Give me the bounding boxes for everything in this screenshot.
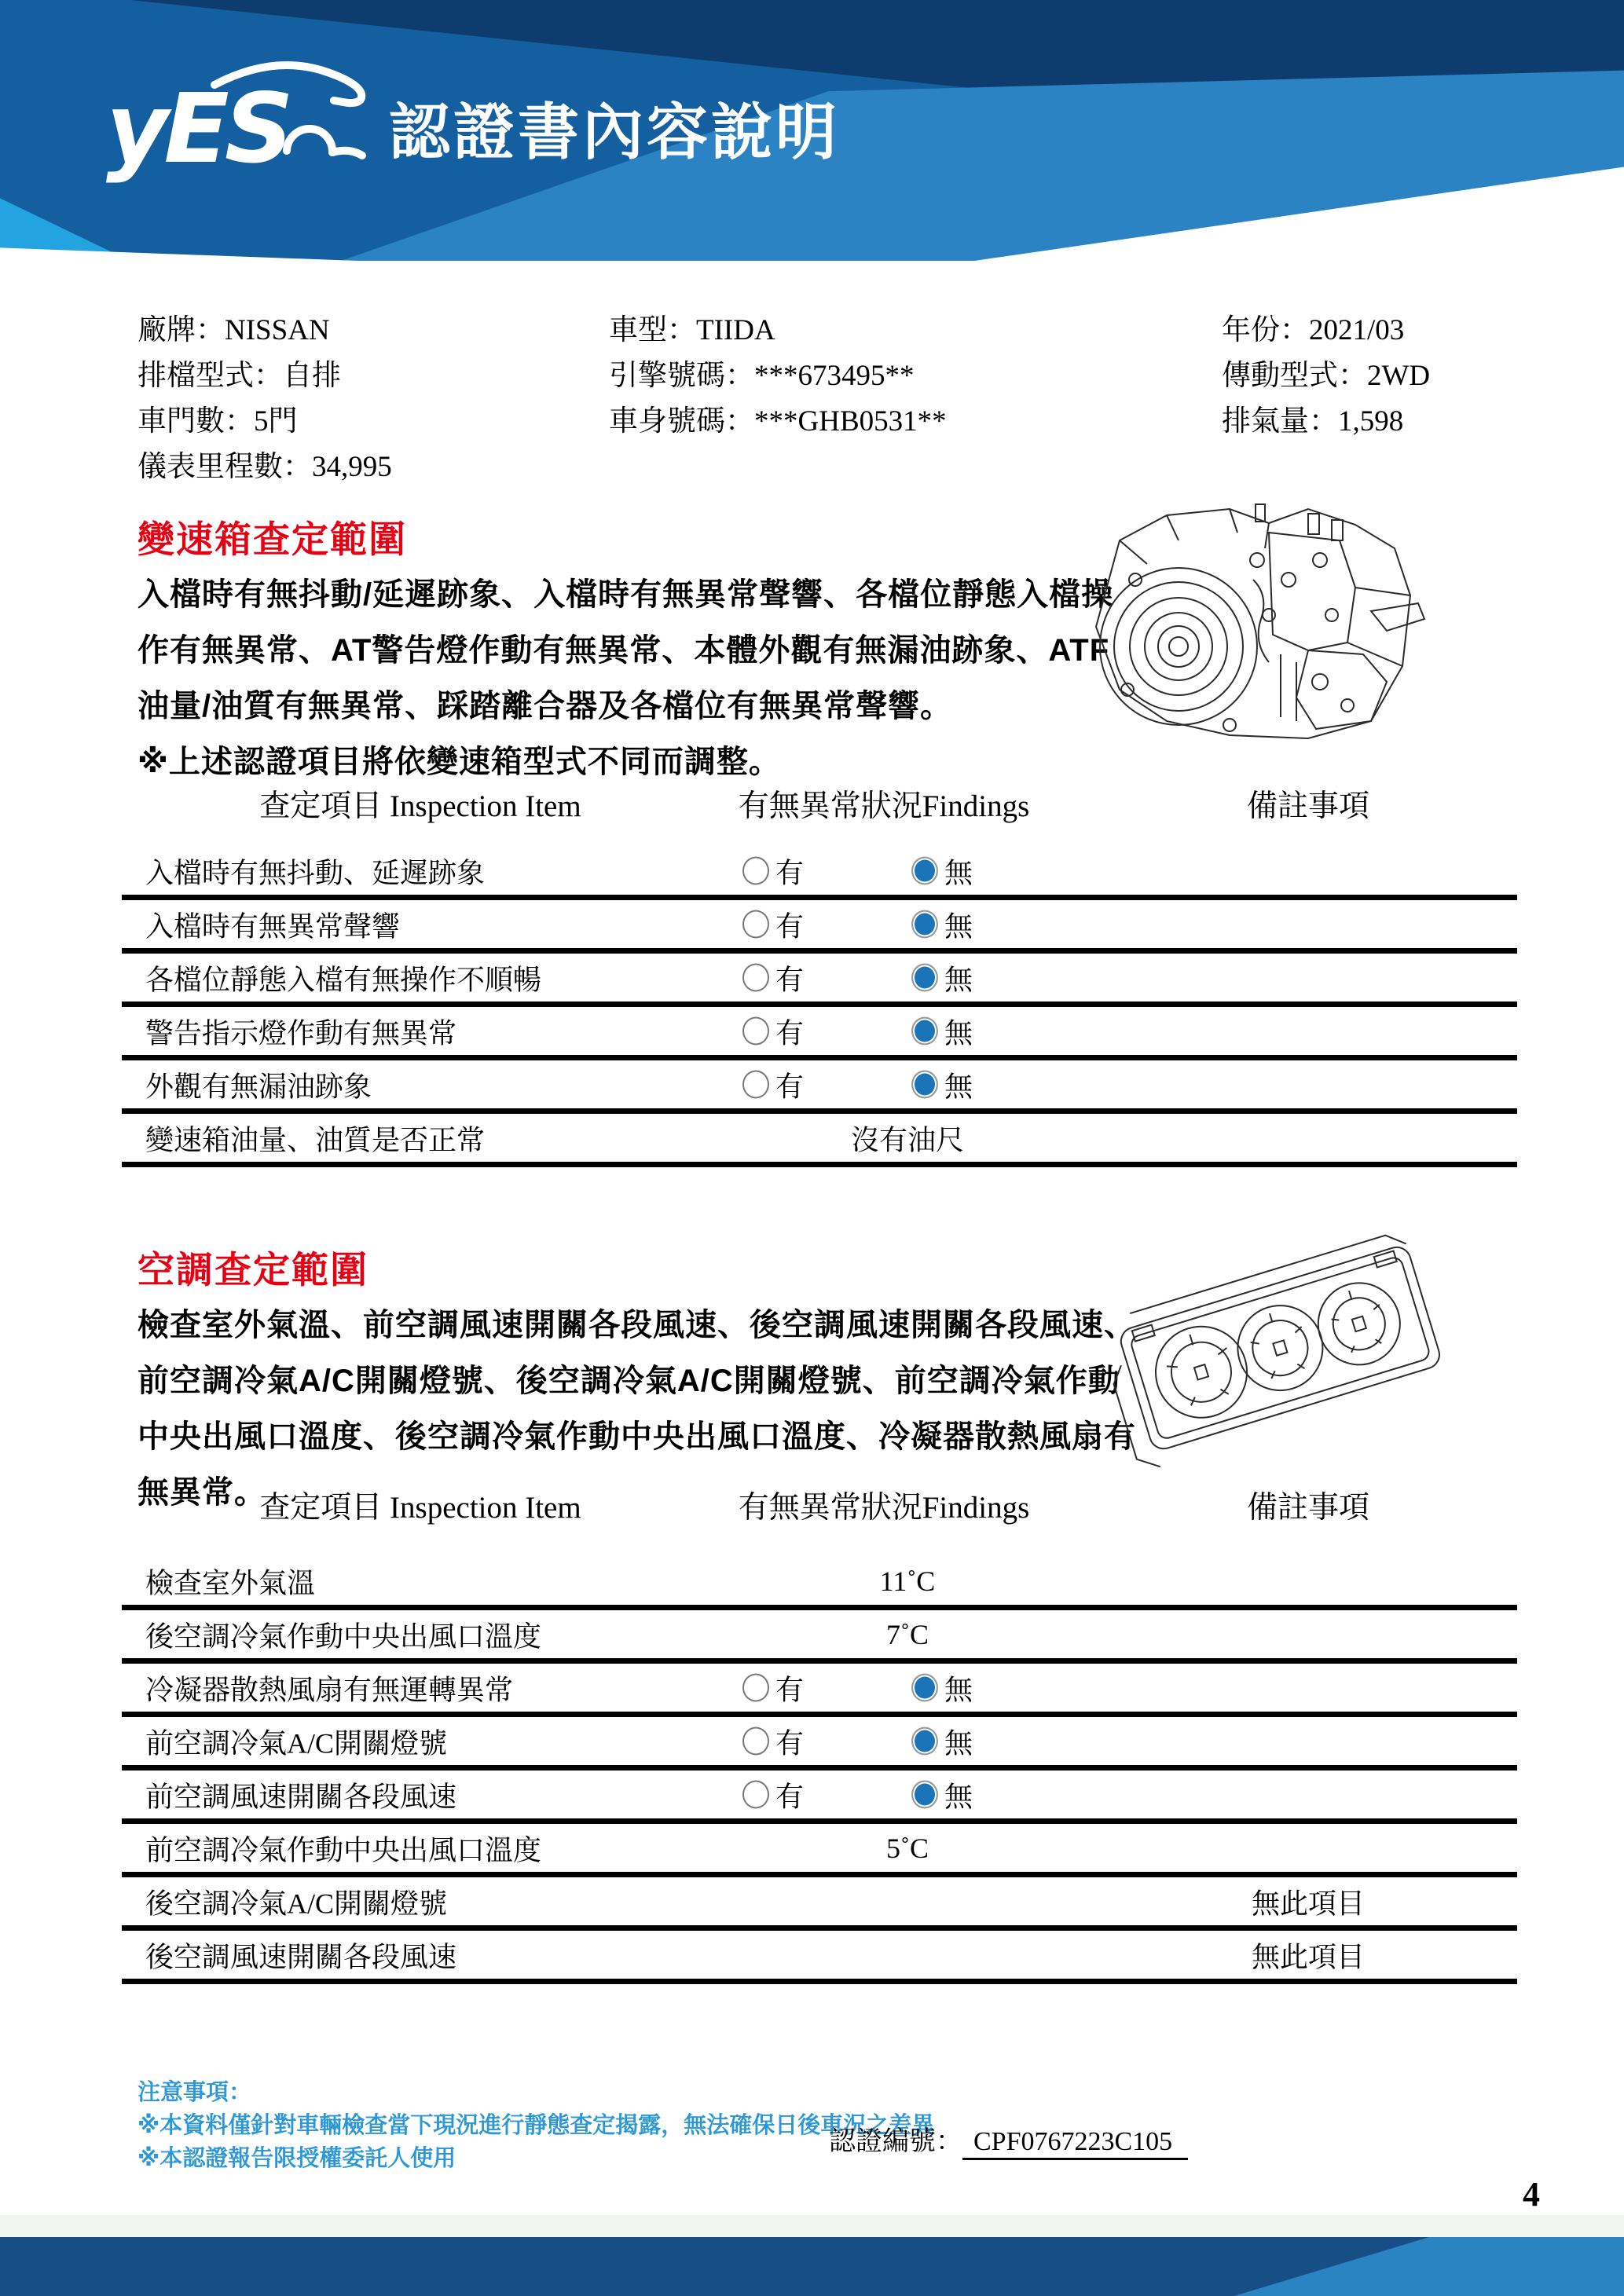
finding-option-yes: [742, 1721, 804, 1761]
radio-yes-button[interactable]: [742, 1727, 769, 1756]
remark-value: 無此項目: [1251, 1888, 1365, 1919]
inspection-item-label: 後空調冷氣作動中央出風口溫度: [145, 1620, 542, 1652]
table-row: [122, 1557, 1517, 1610]
section-desc-transmission: [137, 567, 1124, 790]
col-header-findings: 有無異常狀況Findings: [738, 1491, 1030, 1525]
finding-option-no: [911, 1064, 973, 1104]
radio-no-button[interactable]: [911, 1017, 938, 1045]
section-title-ac: 空調查定範圍: [137, 1249, 368, 1291]
table-row: [122, 1114, 1517, 1167]
inspection-item-label: 各檔位靜態入檔有無操作不順暢: [145, 964, 542, 995]
radio-yes-label: 有: [775, 964, 805, 995]
footer-notes: [137, 2076, 934, 2175]
finding-option-yes: [742, 1668, 804, 1708]
table-row: [122, 847, 1517, 900]
footer-bar-light-segment: [0, 2237, 1624, 2296]
inspection-item-label: 前空調風速開關各段風速: [145, 1781, 457, 1812]
logo-text: yES: [106, 73, 289, 185]
remark-value: 無此項目: [1251, 1941, 1365, 1972]
table-header-row: [122, 774, 1517, 847]
table-header-row: [122, 1475, 1517, 1557]
finding-option-no: [911, 904, 973, 944]
finding-option-no: [911, 1721, 973, 1761]
yes-logo: [98, 52, 381, 201]
inspection-item-label: 前空調冷氣A/C開關燈號: [145, 1727, 448, 1759]
col-header-findings: 有無異常狀況Findings: [738, 789, 1030, 823]
transmission-illustration: [1072, 485, 1426, 749]
cert-label: 認證編號：: [829, 2127, 962, 2156]
radio-yes-label: 有: [775, 910, 805, 942]
radio-no-label: 無: [944, 1674, 973, 1705]
table-row: [122, 1664, 1517, 1717]
table-row: [122, 1610, 1517, 1664]
inspection-item-label: 警告指示燈作動有無異常: [145, 1017, 457, 1049]
radio-yes-button[interactable]: [742, 1017, 769, 1045]
vehicle-info-item: 引擎號碼：***673495**: [609, 360, 915, 392]
radio-no-button[interactable]: [911, 1071, 938, 1099]
footer-pale-strip: [0, 2215, 1624, 2237]
table-row: [122, 1877, 1517, 1931]
vehicle-info-item: 傳動型式：2WD: [1222, 360, 1431, 392]
table-row: [122, 1771, 1517, 1824]
banner: [0, 0, 1624, 261]
radio-no-label: 無: [944, 1017, 973, 1049]
radio-yes-label: 有: [775, 1727, 805, 1759]
finding-option-no: [911, 1668, 973, 1708]
col-header-remarks: 備註事項: [1246, 1491, 1369, 1525]
radio-yes-button[interactable]: [742, 1674, 769, 1702]
radio-yes-button[interactable]: [742, 1071, 769, 1099]
radio-no-button[interactable]: [911, 1674, 938, 1702]
vehicle-info-item: 排檔型式：自排: [137, 360, 341, 392]
inspection-item-label: 冷凝器散熱風扇有無運轉異常: [145, 1674, 514, 1705]
vehicle-info-column-left: [137, 308, 392, 490]
vehicle-info-item: 儀表里程數：34,995: [137, 451, 392, 483]
vehicle-info-item: 車身號碼：***GHB0531**: [609, 405, 947, 438]
table-row: [122, 1931, 1517, 1984]
col-header-inspection-item: 查定項目 Inspection Item: [259, 1491, 581, 1525]
radio-no-label: 無: [944, 1071, 973, 1102]
radio-no-label: 無: [944, 1727, 973, 1759]
car-wheel-outline: [287, 129, 332, 152]
finding-value: 11˚C: [879, 1565, 936, 1597]
radio-no-label: 無: [944, 1781, 973, 1812]
inspection-item-label: 後空調風速開關各段風速: [145, 1941, 457, 1972]
radio-no-button[interactable]: [911, 964, 938, 992]
transmission-table: [122, 774, 1517, 1167]
radio-yes-button[interactable]: [742, 857, 769, 885]
finding-option-no: [911, 851, 973, 891]
radio-no-label: 無: [944, 857, 973, 888]
notes-title: 注意事項：: [137, 2080, 252, 2105]
inspection-item-label: 入檔時有無異常聲響: [145, 910, 401, 942]
table-row: [122, 954, 1517, 1007]
finding-option-yes: [742, 851, 804, 891]
transmission-desc-text: 入檔時有無抖動/延遲跡象、入檔時有無異常聲響、各檔位靜態入檔操作有無異常、AT警告燈作動有無異常、本體外觀有無漏油跡象、ATF油量/油質有無異常、踩踏離合器及各檔位有無異常聲響。: [137, 577, 1114, 723]
col-header-remarks: 備註事項: [1246, 789, 1369, 823]
ac-desc-text: 檢查室外氣溫、前空調風速開關各段風速、後空調風速開關各段風速、前空調冷氣A/C開關燈號、後空調冷氣A/C開關燈號、前空調冷氣作動中央出風口溫度、後空調冷氣作動中央出風口溫度、冷凝器散熱風扇有無異常。: [137, 1308, 1136, 1510]
table-row: [122, 900, 1517, 954]
car-tail-outline: [332, 151, 362, 156]
section-title-transmission: 變速箱查定範圍: [137, 518, 407, 560]
page-title: 認證書內容說明: [389, 97, 841, 167]
radio-yes-label: 有: [775, 1071, 805, 1102]
col-header-inspection-item: 查定項目 Inspection Item: [259, 789, 581, 823]
table-row: [122, 1717, 1517, 1771]
radio-yes-button[interactable]: [742, 910, 769, 939]
inspection-item-label: 前空調冷氣作動中央出風口溫度: [145, 1834, 542, 1866]
cert-number: CPF0767223C105: [962, 2127, 1188, 2160]
radio-yes-label: 有: [775, 1674, 805, 1705]
finding-option-yes: [742, 1011, 804, 1051]
radio-no-label: 無: [944, 964, 973, 995]
radio-yes-label: 有: [775, 1781, 805, 1812]
ac-control-illustration: [1100, 1216, 1461, 1483]
radio-no-button[interactable]: [911, 1727, 938, 1756]
finding-value: 沒有油尺: [850, 1124, 964, 1155]
ac-table: [122, 1475, 1517, 1984]
transmission-note-text: ※上述認證項目將依變速箱型式不同而調整。: [137, 745, 781, 779]
vehicle-info-item: 排氣量：1,598: [1222, 405, 1404, 438]
radio-yes-label: 有: [775, 1017, 805, 1049]
finding-option-yes: [742, 958, 804, 998]
radio-yes-button[interactable]: [742, 964, 769, 992]
footer-note: ※本資料僅針對車輛檢查當下現況進行靜態查定揭露，無法確保日後車況之差異: [137, 2113, 935, 2138]
notes-list: [137, 2109, 934, 2175]
inspection-item-label: 後空調冷氣A/C開關燈號: [145, 1888, 448, 1919]
page-number: 4: [1523, 2175, 1540, 2214]
inspection-item-label: 外觀有無漏油跡象: [145, 1071, 372, 1102]
footer-note: ※本認證報告限授權委託人使用: [137, 2146, 456, 2171]
finding-value: 7˚C: [886, 1618, 929, 1650]
vehicle-info-column-middle: [609, 308, 947, 445]
radio-no-label: 無: [944, 910, 973, 942]
radio-yes-button[interactable]: [742, 1781, 769, 1809]
vehicle-info-item: 車型：TIIDA: [609, 314, 775, 346]
finding-option-yes: [742, 904, 804, 944]
finding-value: 5˚C: [886, 1832, 929, 1864]
finding-option-no: [911, 958, 973, 998]
radio-no-button[interactable]: [911, 910, 938, 939]
certificate-number-line: [829, 2119, 1188, 2158]
vehicle-info-item: 車門數：5門: [137, 405, 298, 438]
finding-option-yes: [742, 1064, 804, 1104]
inspection-item-label: 變速箱油量、油質是否正常: [145, 1124, 486, 1155]
radio-no-button[interactable]: [911, 857, 938, 885]
table-row: [122, 1007, 1517, 1060]
vehicle-info-item: 廠牌：NISSAN: [137, 314, 330, 346]
finding-option-yes: [742, 1774, 804, 1814]
inspection-item-label: 檢查室外氣溫: [145, 1567, 316, 1598]
inspection-item-label: 入檔時有無抖動、延遲跡象: [145, 857, 486, 888]
table-row: [122, 1824, 1517, 1877]
radio-no-button[interactable]: [911, 1781, 938, 1809]
radio-yes-label: 有: [775, 857, 805, 888]
footer-bar: [0, 2237, 1624, 2296]
vehicle-info-column-right: [1222, 308, 1430, 445]
finding-option-no: [911, 1774, 973, 1814]
vehicle-info-item: 年份：2021/03: [1222, 314, 1405, 346]
finding-option-no: [911, 1011, 973, 1051]
table-row: [122, 1060, 1517, 1114]
